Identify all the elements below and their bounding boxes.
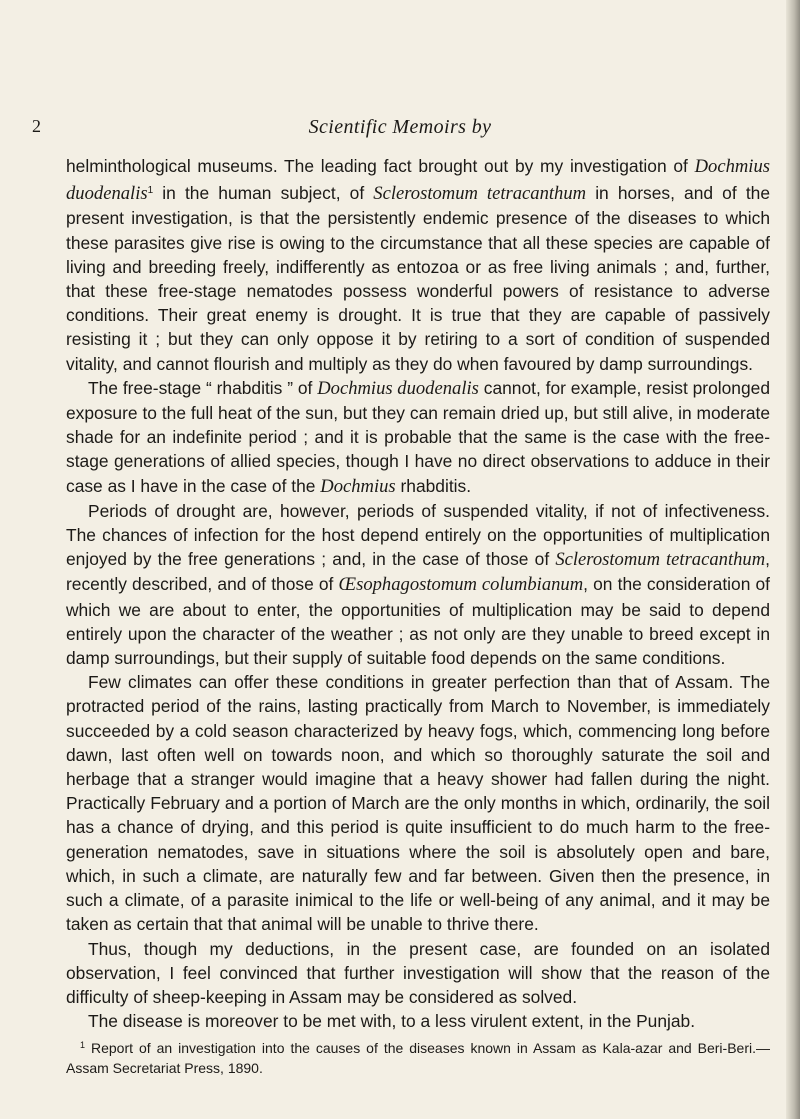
running-title: Scientific Memoirs by <box>308 116 492 138</box>
species-name: Œsophagostomum columbianum <box>338 574 584 596</box>
paragraph-1: helminthological museums. The leading fact brought out by my investigation of Dochmius duodenalis$^1$ in the human subject, of Sclerostomum tetracanthum in horses, and of the present investigation, is that the persistently endemic presence of the diseases to which these parasites give rise is owing to the circumstance that all these species are capable of living and breeding freely, indifferently as entozoa or as free living animals ; and, further, that these free-stage nematodes possess wonderful powers of resistance to adverse conditions. Their great enemy is drought. It is true that they are capable of passively resisting it ; but they can only oppose it by retiring to a sort of condition of suspended vitality, and cannot flourish and multiply as they do when favoured by damp surroundings. <box>66 156 770 374</box>
body-text <box>66 154 770 1078</box>
footnote-marker: 1 <box>80 1040 86 1051</box>
species-name: Sclerostomum tetracanthum <box>555 549 766 571</box>
footnote: $^1$ Report of an investigation into the causes of the diseases known in Assam as Kala-azar and Beri-Beri.—Assam Secretariat Press, 1890. <box>66 1040 770 1077</box>
species-name: Sclerostomum tetracanthum <box>373 183 587 205</box>
paragraph-3: Periods of drought are, however, periods of suspended vitality, if not of infectiveness. The chances of infection for the host depend entirely on the opportunities of multiplication enjoyed by the free generations ; and, in the case of those of Sclerostomum tetracanthum, recently described, and of those of Œsophagostomum columbianum, on the consideration of which we are about to enter, the opportunities of multiplication may be said to depend entirely upon the character of the weather ; as not only are they unable to breed except in damp surroundings, but their supply of suitable food depends on the same conditions. <box>66 500 771 669</box>
page-number: 2 <box>32 116 41 136</box>
species-name: Dochmius duodenalis <box>66 156 770 205</box>
paragraph-4: Few climates can offer these conditions in greater perfection than that of Assam. The protracted period of the rains, lasting practically from March to November, is immediately succeeded by a cold season characterized by heavy fogs, which, commencing long before dawn, last often well on towards noon, and which so thoroughly saturate the soil and herbage that a stranger would imagine that a heavy shower had fallen during the night. Practically February and a portion of March are the only months in which, ordinarily, the soil has a chance of drying, and this period is quite insufficient to do much harm to the free-generation nematodes, save in situations where the soil is absolutely open and bare, which, in such a climate, are naturally few and far between. Given then the presence, in such a climate, of a parasite inimical to the life or well-being of any animal, and it may be taken as certain that that animal will be unable to thrive there. <box>66 672 770 935</box>
page-edge-shadow <box>786 0 800 1119</box>
footnote-ref: 1 <box>147 185 154 197</box>
species-name: Dochmius duodenalis <box>317 377 479 399</box>
paragraph-6: The disease is moreover to be met with, to a less virulent extent, in the Punjab. <box>88 1011 696 1032</box>
paragraph-5: Thus, though my deductions, in the present case, are founded on an isolated observation, I feel convinced that further investigation will show that the reason of the difficulty of sheep-keeping in Assam may be considered as solved. <box>66 938 770 1007</box>
species-name: Dochmius <box>320 475 396 497</box>
paragraph-2: The free-stage “ rhabditis ” of Dochmius duodenalis cannot, for example, resist prolonged exposure to the full heat of the sun, but they can remain dried up, but still alive, in moderate shade for an indefinite period ; and it is probable that the same is the case with the free-stage generations of allied species, though I have no direct observations to adduce in their case as I have in the case of the Dochmius rhabditis. <box>66 377 770 497</box>
